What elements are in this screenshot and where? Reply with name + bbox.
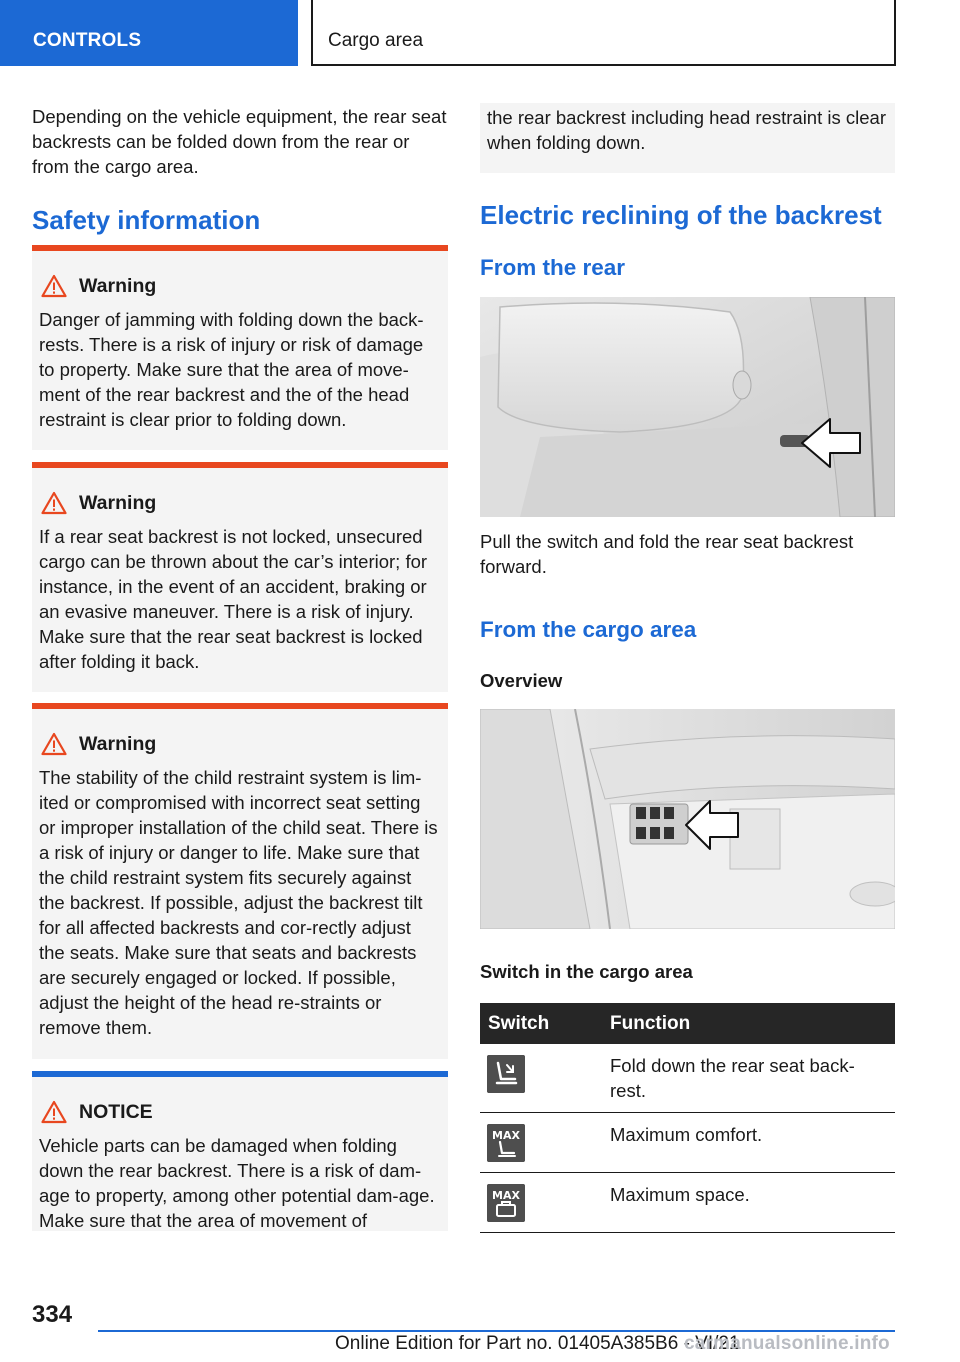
warning-text: The stability of the child restraint system is lim-ited or compromised with incorrect seat setting or improper installation of the child seat. There is a risk of injury or danger to life. Make sure that the child restraint system fits securely against the backrest. If possible, adjust the backrest tilt for all affected backrests and cor-rectly adjust the seats. Make sure that seats and backrests are securely engaged or locked. If possible, adjust the height of the head re-straints or remove them. [39,767,438,1038]
function-text: Maximum space. [603,1173,895,1233]
warning-title: Warning [79,274,157,297]
reclining-heading: Electric reclining of the backrest [480,200,882,230]
table-row [480,1044,895,1113]
edition-text: Online Edition for Part no. 01405A385B6 - VI/21 [335,1333,740,1354]
notice-continued-text: the rear backrest including head restraint is clear when folding down. [487,107,886,153]
rear-caption: Pull the switch and fold the rear seat backrest forward. [480,531,854,577]
notice-text: Vehicle parts can be damaged when folding down the rear backrest. There is a risk of dam-age to property, among other potential dam-age. Make sure that the area of movement of [39,1135,435,1231]
from-rear-heading: From the rear [480,255,626,280]
warning-box-2 [32,462,448,692]
watermark: carmanualsonline.info [684,1333,890,1354]
notice-title: NOTICE [79,1100,153,1123]
page-number: 334 [32,1301,73,1328]
switch-label: Switch in the cargo area [480,961,693,982]
svg-text:MAX: MAX [492,1129,520,1142]
warning-title: Warning [79,491,157,514]
footer-rule [98,1330,895,1332]
function-text: Maximum comfort. [603,1113,895,1173]
intro-paragraph: Depending on the vehicle equipment, the rear seat backrests can be folded down from the rear or from the cargo area. [32,106,447,177]
safety-heading: Safety information [32,205,261,235]
table-header-function: Function [603,1003,895,1044]
table-header-switch: Switch [480,1003,603,1044]
svg-text:MAX: MAX [492,1189,520,1202]
rear-seat-photo [480,297,895,517]
section-tab: CONTROLS [0,0,298,66]
switch-function-table [480,1003,895,1233]
warning-text: If a rear seat backrest is not locked, unsecured cargo can be thrown about the car’s interior; for instance, in the event of an accident, braking or an evasive maneuver. There is a risk of injury. Make sure that the rear seat backrest is locked after folding it back. [39,526,428,672]
table-row [480,1173,895,1233]
warning-box-1 [32,245,448,450]
chapter-title: Cargo area [311,0,896,66]
table-row [480,1113,895,1173]
warning-triangle-icon [41,491,67,515]
max-space-icon [487,1184,525,1222]
warning-text: Danger of jamming with folding down the back-rests. There is a risk of injury or risk of damage to property. Make sure that the area of move-ment of the rear backrest and the of the head restraint is clear prior to folding down. [39,309,424,430]
page-header [0,0,960,66]
cargo-area-photo [480,709,895,929]
warning-title: Warning [79,732,157,755]
from-cargo-heading: From the cargo area [480,617,697,642]
warning-triangle-icon [41,732,67,756]
warning-triangle-icon [41,274,67,298]
rear-seat-illustration [480,297,895,517]
warning-box-3 [32,703,448,1059]
function-text: Fold down the rear seat back-rest. [603,1044,895,1113]
warning-triangle-icon [41,1100,67,1124]
overview-label: Overview [480,670,563,691]
max-comfort-icon [487,1124,525,1162]
cargo-area-illustration [480,709,895,929]
fold-seat-icon [487,1055,525,1093]
notice-box [32,1071,448,1231]
notice-continued-box [480,103,895,173]
